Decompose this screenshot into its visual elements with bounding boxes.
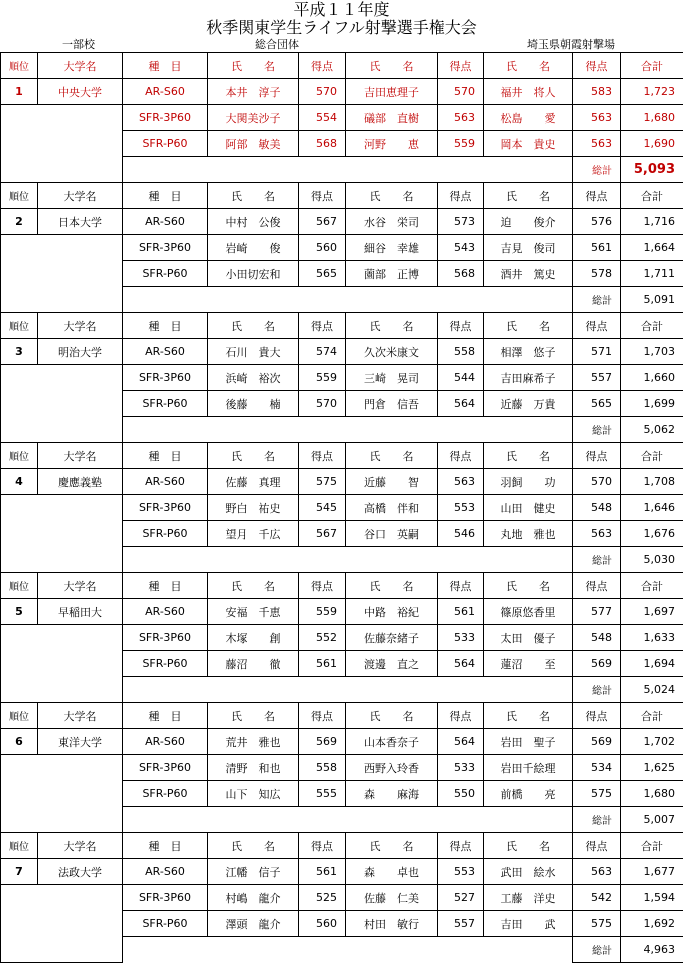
total-header: 合計 (620, 832, 683, 859)
university-header: 大学名 (37, 182, 123, 209)
rank-value: 5 (0, 598, 38, 625)
shooter3-name-header: 氏 名 (483, 182, 573, 209)
event-name: SFR-P60 (122, 650, 208, 677)
university-header: 大学名 (37, 442, 123, 469)
event-name: SFR-P60 (122, 910, 208, 937)
shooter-name: 藤沼 徹 (207, 650, 299, 677)
blank-area (0, 624, 123, 703)
rank-value: 3 (0, 338, 38, 365)
shooter-score: 561 (298, 650, 346, 677)
venue-label: 埼玉県朝霞射撃場 (527, 38, 615, 51)
university-name: 早稲田大 (37, 598, 123, 625)
shooter2-name-header: 氏 名 (345, 442, 438, 469)
shooter-name: 福井 将人 (483, 78, 573, 105)
shooter-score: 567 (298, 520, 346, 547)
shooter-score: 569 (298, 728, 346, 755)
shooter-name: 望月 千広 (207, 520, 299, 547)
grand-total-label: 総計 (572, 546, 621, 573)
shooter-name: 礒部 直樹 (345, 104, 438, 131)
shooter-name: 吉田麻希子 (483, 364, 573, 391)
shooter-name: 西野入玲香 (345, 754, 438, 781)
event-name: SFR-3P60 (122, 104, 208, 131)
shooter2-score-header: 得点 (437, 182, 484, 209)
shooter-name: 佐藤 仁美 (345, 884, 438, 911)
shooter-name: 中村 公俊 (207, 208, 299, 235)
event-name: SFR-P60 (122, 520, 208, 547)
shooter-score: 548 (572, 494, 621, 521)
shooter-score: 559 (437, 130, 484, 157)
total-header: 合計 (620, 572, 683, 599)
shooter-score: 563 (437, 468, 484, 495)
shooter-score: 570 (298, 390, 346, 417)
shooter-score: 583 (572, 78, 621, 105)
shooter-name: 小田切宏和 (207, 260, 299, 287)
document-subtitle: 秋季関東学生ライフル射撃選手権大会 (206, 18, 477, 37)
shooter-name: 石川 貴大 (207, 338, 299, 365)
shooter2-name-header: 氏 名 (345, 182, 438, 209)
shooter-name: 工藤 洋史 (483, 884, 573, 911)
event-name: SFR-3P60 (122, 754, 208, 781)
shooter-score: 533 (437, 754, 484, 781)
rank-header: 順位 (0, 442, 38, 469)
shooter-score: 576 (572, 208, 621, 235)
rank-value: 2 (0, 208, 38, 235)
shooter-name: 森 卓也 (345, 858, 438, 885)
team-block (0, 182, 683, 312)
team-block (0, 312, 683, 442)
shooter3-name-header: 氏 名 (483, 52, 573, 79)
event-name: SFR-3P60 (122, 884, 208, 911)
shooter-score: 564 (437, 728, 484, 755)
event-header: 種 目 (122, 832, 208, 859)
shooter-name: 後藤 楠 (207, 390, 299, 417)
shooter-name: 野白 祐史 (207, 494, 299, 521)
division-label: 一部校 (62, 38, 95, 51)
shooter1-name-header: 氏 名 (207, 182, 299, 209)
shooter1-score-header: 得点 (298, 832, 346, 859)
document-title: 平成１１年度 (293, 0, 390, 19)
shooter-score: 568 (298, 130, 346, 157)
shooter2-score-header: 得点 (437, 312, 484, 339)
shooter-name: 森 麻海 (345, 780, 438, 807)
shooter3-score-header: 得点 (572, 702, 621, 729)
shooter-name: 水谷 栄司 (345, 208, 438, 235)
event-total: 1,699 (620, 390, 683, 417)
shooter-name: 清野 和也 (207, 754, 299, 781)
rank-header: 順位 (0, 312, 38, 339)
shooter1-score-header: 得点 (298, 442, 346, 469)
shooter-name: 佐藤奈緒子 (345, 624, 438, 651)
shooter3-name-header: 氏 名 (483, 702, 573, 729)
event-total: 1,625 (620, 754, 683, 781)
shooter3-score-header: 得点 (572, 442, 621, 469)
shooter-name: 武田 絵水 (483, 858, 573, 885)
team-block (0, 702, 683, 832)
university-name: 慶應義塾 (37, 468, 123, 495)
event-header: 種 目 (122, 572, 208, 599)
shooter-name: 酒井 篤史 (483, 260, 573, 287)
shooter3-score-header: 得点 (572, 52, 621, 79)
shooter3-name-header: 氏 名 (483, 832, 573, 859)
shooter3-name-header: 氏 名 (483, 312, 573, 339)
event-total: 1,633 (620, 624, 683, 651)
shooter-score: 558 (298, 754, 346, 781)
shooter-score: 557 (437, 910, 484, 937)
event-total: 1,702 (620, 728, 683, 755)
event-name: SFR-P60 (122, 390, 208, 417)
shooter-name: 山本香奈子 (345, 728, 438, 755)
shooter1-score-header: 得点 (298, 312, 346, 339)
shooter-score: 534 (572, 754, 621, 781)
event-header: 種 目 (122, 52, 208, 79)
shooter-score: 575 (298, 468, 346, 495)
results-table (0, 52, 683, 962)
shooter-score: 561 (437, 598, 484, 625)
grand-total-label: 総計 (572, 936, 621, 963)
total-header: 合計 (620, 312, 683, 339)
shooter-score: 567 (298, 208, 346, 235)
university-name: 中央大学 (37, 78, 123, 105)
total-header: 合計 (620, 52, 683, 79)
university-header: 大学名 (37, 52, 123, 79)
event-total: 1,690 (620, 130, 683, 157)
total-header: 合計 (620, 702, 683, 729)
event-name: SFR-3P60 (122, 234, 208, 261)
shooter1-name-header: 氏 名 (207, 702, 299, 729)
shooter-name: 阿部 敏美 (207, 130, 299, 157)
shooter1-name-header: 氏 名 (207, 442, 299, 469)
shooter1-score-header: 得点 (298, 182, 346, 209)
shooter-name: 吉田 武 (483, 910, 573, 937)
shooter-score: 563 (572, 130, 621, 157)
rank-value: 7 (0, 858, 38, 885)
shooter1-score-header: 得点 (298, 52, 346, 79)
shooter-score: 553 (437, 858, 484, 885)
shooter-score: 544 (437, 364, 484, 391)
shooter-score: 570 (437, 78, 484, 105)
shooter-name: 山下 知広 (207, 780, 299, 807)
grand-total-label: 総計 (572, 416, 621, 443)
shooter-name: 門倉 信吾 (345, 390, 438, 417)
shooter-name: 丸地 雅也 (483, 520, 573, 547)
team-block (0, 572, 683, 702)
shooter-name: 大関美沙子 (207, 104, 299, 131)
event-header: 種 目 (122, 312, 208, 339)
event-name: SFR-P60 (122, 780, 208, 807)
shooter-score: 561 (298, 858, 346, 885)
shooter-score: 525 (298, 884, 346, 911)
shooter-score: 568 (437, 260, 484, 287)
shooter-name: 村田 敏行 (345, 910, 438, 937)
shooter-name: 前橋 亮 (483, 780, 573, 807)
event-name: AR-S60 (122, 728, 208, 755)
shooter-score: 575 (572, 910, 621, 937)
shooter-name: 迫 俊介 (483, 208, 573, 235)
event-total: 1,694 (620, 650, 683, 677)
shooter-name: 羽飼 功 (483, 468, 573, 495)
shooter1-name-header: 氏 名 (207, 52, 299, 79)
shooter-score: 545 (298, 494, 346, 521)
event-total: 1,676 (620, 520, 683, 547)
shooter1-name-header: 氏 名 (207, 572, 299, 599)
shooter-name: 細谷 幸雄 (345, 234, 438, 261)
rank-header: 順位 (0, 702, 38, 729)
shooter-name: 山田 健史 (483, 494, 573, 521)
shooter-score: 560 (298, 234, 346, 261)
shooter-score: 573 (437, 208, 484, 235)
team-block (0, 832, 683, 962)
shooter1-name-header: 氏 名 (207, 832, 299, 859)
rank-header: 順位 (0, 182, 38, 209)
shooter-name: 佐藤 真理 (207, 468, 299, 495)
university-header: 大学名 (37, 832, 123, 859)
university-name: 東洋大学 (37, 728, 123, 755)
rank-value: 4 (0, 468, 38, 495)
event-total: 1,723 (620, 78, 683, 105)
rank-value: 1 (0, 78, 38, 105)
shooter-name: 相澤 悠子 (483, 338, 573, 365)
event-name: SFR-3P60 (122, 624, 208, 651)
shooter-score: 565 (298, 260, 346, 287)
grand-total-value: 5,030 (620, 546, 683, 573)
event-name: AR-S60 (122, 598, 208, 625)
shooter3-score-header: 得点 (572, 832, 621, 859)
shooter2-score-header: 得点 (437, 52, 484, 79)
rank-header: 順位 (0, 52, 38, 79)
shooter2-score-header: 得点 (437, 832, 484, 859)
university-name: 法政大学 (37, 858, 123, 885)
shooter-score: 574 (298, 338, 346, 365)
shooter-score: 542 (572, 884, 621, 911)
event-name: AR-S60 (122, 468, 208, 495)
event-name: SFR-P60 (122, 260, 208, 287)
event-total: 1,716 (620, 208, 683, 235)
shooter-name: 高橋 伴和 (345, 494, 438, 521)
blank-area (0, 754, 123, 833)
shooter-score: 578 (572, 260, 621, 287)
rank-header: 順位 (0, 832, 38, 859)
event-total: 1,680 (620, 104, 683, 131)
grand-total-label: 総計 (572, 806, 621, 833)
shooter2-name-header: 氏 名 (345, 702, 438, 729)
shooter-name: 吉田恵理子 (345, 78, 438, 105)
shooter-score: 557 (572, 364, 621, 391)
shooter-name: 安福 千恵 (207, 598, 299, 625)
shooter-name: 蓮沼 至 (483, 650, 573, 677)
shooter-name: 篠原悠香里 (483, 598, 573, 625)
shooter-score: 543 (437, 234, 484, 261)
shooter-score: 577 (572, 598, 621, 625)
shooter-score: 554 (298, 104, 346, 131)
shooter-name: 三崎 晃司 (345, 364, 438, 391)
shooter-name: 岩田千絵理 (483, 754, 573, 781)
shooter-score: 550 (437, 780, 484, 807)
grand-total-label: 総計 (572, 286, 621, 313)
rank-header: 順位 (0, 572, 38, 599)
shooter-score: 533 (437, 624, 484, 651)
shooter-score: 564 (437, 390, 484, 417)
event-name: AR-S60 (122, 208, 208, 235)
shooter-score: 571 (572, 338, 621, 365)
grand-total-label: 総計 (572, 156, 621, 183)
grand-total-value: 5,062 (620, 416, 683, 443)
event-header: 種 目 (122, 182, 208, 209)
grand-total-value: 5,024 (620, 676, 683, 703)
event-name: SFR-P60 (122, 130, 208, 157)
grand-total-value: 5,093 (620, 156, 683, 183)
competition-type-label: 総合団体 (255, 38, 299, 51)
shooter-name: 河野 恵 (345, 130, 438, 157)
grand-total-value: 4,963 (620, 936, 683, 963)
shooter1-score-header: 得点 (298, 572, 346, 599)
rank-value: 6 (0, 728, 38, 755)
shooter-score: 527 (437, 884, 484, 911)
grand-total-label: 総計 (572, 676, 621, 703)
shooter-name: 吉見 俊司 (483, 234, 573, 261)
shooter3-score-header: 得点 (572, 572, 621, 599)
shooter-score: 569 (572, 728, 621, 755)
shooter-score: 569 (572, 650, 621, 677)
university-name: 日本大学 (37, 208, 123, 235)
event-name: AR-S60 (122, 78, 208, 105)
shooter-name: 近藤 万貴 (483, 390, 573, 417)
shooter-name: 江幡 信子 (207, 858, 299, 885)
shooter-name: 岩崎 俊 (207, 234, 299, 261)
shooter-score: 564 (437, 650, 484, 677)
blank-area (0, 494, 123, 573)
event-name: AR-S60 (122, 338, 208, 365)
shooter-score: 563 (572, 104, 621, 131)
shooter-score: 570 (572, 468, 621, 495)
event-total: 1,660 (620, 364, 683, 391)
shooter-score: 555 (298, 780, 346, 807)
shooter-score: 563 (572, 858, 621, 885)
blank-area (0, 884, 123, 963)
shooter-name: 渡邊 直之 (345, 650, 438, 677)
event-total: 1,692 (620, 910, 683, 937)
shooter-score: 548 (572, 624, 621, 651)
shooter-name: 薗部 正博 (345, 260, 438, 287)
event-total: 1,708 (620, 468, 683, 495)
shooter-score: 563 (572, 520, 621, 547)
shooter3-score-header: 得点 (572, 312, 621, 339)
shooter-score: 575 (572, 780, 621, 807)
shooter-name: 谷口 英嗣 (345, 520, 438, 547)
shooter3-name-header: 氏 名 (483, 572, 573, 599)
shooter-score: 559 (298, 364, 346, 391)
total-header: 合計 (620, 442, 683, 469)
shooter-name: 松島 愛 (483, 104, 573, 131)
shooter-name: 澤頭 龍介 (207, 910, 299, 937)
shooter-name: 木塚 創 (207, 624, 299, 651)
shooter-name: 太田 優子 (483, 624, 573, 651)
event-name: SFR-3P60 (122, 364, 208, 391)
university-header: 大学名 (37, 312, 123, 339)
shooter-score: 563 (437, 104, 484, 131)
shooter-name: 浜崎 裕次 (207, 364, 299, 391)
shooter-score: 560 (298, 910, 346, 937)
event-total: 1,646 (620, 494, 683, 521)
shooter2-name-header: 氏 名 (345, 52, 438, 79)
event-total: 1,680 (620, 780, 683, 807)
shooter-name: 近藤 智 (345, 468, 438, 495)
shooter-name: 荒井 雅也 (207, 728, 299, 755)
blank-area (0, 234, 123, 313)
shooter-name: 村嶋 龍介 (207, 884, 299, 911)
event-total: 1,664 (620, 234, 683, 261)
shooter-score: 558 (437, 338, 484, 365)
shooter1-score-header: 得点 (298, 702, 346, 729)
shooter-score: 559 (298, 598, 346, 625)
team-block (0, 442, 683, 572)
university-header: 大学名 (37, 702, 123, 729)
shooter-score: 553 (437, 494, 484, 521)
grand-total-value: 5,091 (620, 286, 683, 313)
event-name: AR-S60 (122, 858, 208, 885)
shooter3-score-header: 得点 (572, 182, 621, 209)
shooter1-name-header: 氏 名 (207, 312, 299, 339)
university-header: 大学名 (37, 572, 123, 599)
shooter-score: 565 (572, 390, 621, 417)
shooter3-name-header: 氏 名 (483, 442, 573, 469)
event-total: 1,711 (620, 260, 683, 287)
shooter2-score-header: 得点 (437, 702, 484, 729)
shooter-name: 岡本 貴史 (483, 130, 573, 157)
event-total: 1,703 (620, 338, 683, 365)
shooter-name: 岩田 聖子 (483, 728, 573, 755)
university-name: 明治大学 (37, 338, 123, 365)
shooter2-name-header: 氏 名 (345, 572, 438, 599)
shooter-score: 552 (298, 624, 346, 651)
event-name: SFR-3P60 (122, 494, 208, 521)
shooter-score: 561 (572, 234, 621, 261)
event-header: 種 目 (122, 442, 208, 469)
event-total: 1,697 (620, 598, 683, 625)
grand-total-value: 5,007 (620, 806, 683, 833)
shooter-name: 本井 淳子 (207, 78, 299, 105)
shooter-name: 中路 裕紀 (345, 598, 438, 625)
total-header: 合計 (620, 182, 683, 209)
shooter2-name-header: 氏 名 (345, 312, 438, 339)
shooter-score: 546 (437, 520, 484, 547)
team-block (0, 52, 683, 182)
event-total: 1,594 (620, 884, 683, 911)
shooter2-score-header: 得点 (437, 442, 484, 469)
event-header: 種 目 (122, 702, 208, 729)
event-total: 1,677 (620, 858, 683, 885)
shooter-score: 570 (298, 78, 346, 105)
blank-area (0, 364, 123, 443)
shooter2-name-header: 氏 名 (345, 832, 438, 859)
shooter-name: 久次米康文 (345, 338, 438, 365)
blank-area (0, 104, 123, 183)
shooter2-score-header: 得点 (437, 572, 484, 599)
